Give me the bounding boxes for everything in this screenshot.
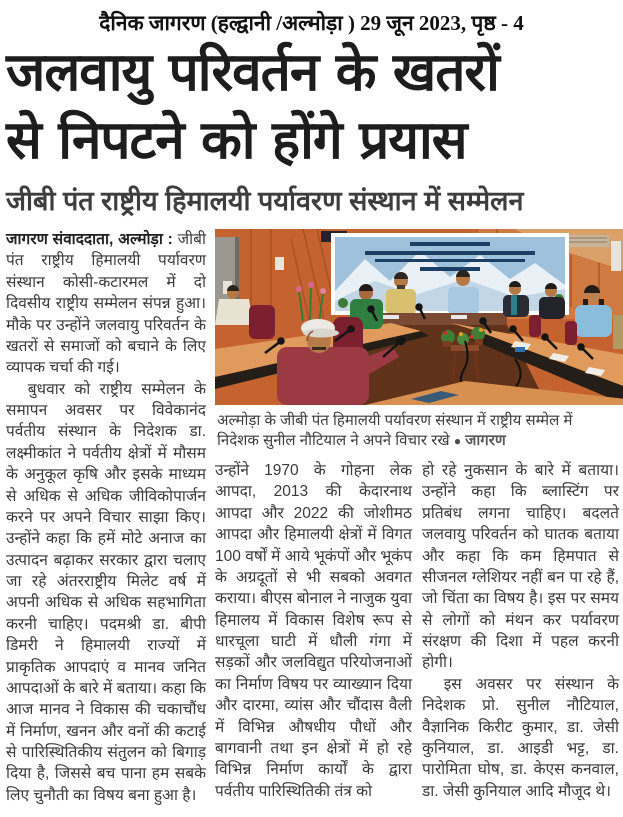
subheadline: जीबी पंत राष्ट्रीय हिमालयी पर्यावरण संस्थान में सम्मेलन (6, 185, 524, 216)
paragraph (6, 229, 206, 379)
photo-caption (215, 405, 619, 458)
caption-text: अल्मोड़ा के जीबी पंत हिमालयी पर्यावरण संस्थान में राष्ट्रीय सम्मेल में निदेशक सुनील नौटियाल ने अपने विचार रखे (217, 412, 573, 449)
article-column-2 (215, 460, 412, 802)
article-body (0, 227, 623, 806)
headline-line2: से निपटने को होंगे प्रयास (6, 109, 467, 171)
photo-and-columns (215, 229, 619, 806)
caption-bullet-icon: ● (453, 433, 462, 448)
lower-columns (215, 460, 619, 802)
paragraph: बुधवार को राष्ट्रीय सम्मेलन के समापन अवसर पर विवेकानंद पर्वतीय संस्थान के निदेशक डा. लक्ष्मीकांत ने पर्वतीय क्षेत्रों में मौसम के अनुकूल कृषि और इसके माध्यम से अधिक से अधिक जीविकोपार्जन करने पर अपने विचार साझा किए। उन्होंने कहा कि हमें मोटे अनाज का उत्पादन बढ़ाकर सरकार द्वारा चलाए जा रहे अंतरराष्ट्रीय मिलेट वर्ष में अपनी अधिक से अधिक सहभागिता करनी चाहिए। पदमश्री डा. बीपी डिमरी ने हिमालयी राज्यों में प्राकृतिक आपदाएं व मानव जनित आपदाओं के बारे में बताया। कहा कि आज मानव ने विकास की चकाचौंध में निर्माण, खनन और वनों की कटाई से पारिस्थितिकीय संतुलन को बिगाड़ दिया है, जिससे बच पाना हम सबके लिए चुनौती का विषय बना हुआ है। (6, 380, 206, 804)
headline-line1: जलवायु परिवर्तन के खतरों (6, 42, 499, 103)
conference-photo-illustration (215, 229, 623, 405)
paragraph: हो रहे नुकसान के बारे में बताया। उन्होंने कहा कि ब्लास्टिंग पर प्रतिबंध लगना चाहिए। बदलते जलवायु परिवर्तन को घातक बताया और कहा कि कम हिमपात से सीजनल ग्लेशियर नहीं बन पा रहे हैं, जो चिंता का विषय है। इस पर समय से लोगों को मंथन कर पर्यावरण संरक्षण की दिशा में पहल करनी होगी। (422, 462, 619, 672)
conference-photo (215, 229, 623, 405)
article-column-1 (6, 229, 206, 806)
paragraph: उन्होंने 1970 के गोहना लेक आपदा, 2013 की केदारनाथ आपदा और 2022 की जोशीमठ आपदा और हिमालयी क्षेत्रों में विगत 100 वर्षों में आये भूकंपों और भूकंप के अग्रदूतों से भी सबको अवगत कराया। बीएस बोनाल ने नाजुक युवा हिमालय में विकास विशेष रूप से धारचूला घाटी में धौली गंगा में सड़कों और जलविद्युत परियोजनाओं का निर्माण विषय पर व्याख्यान दिया और दारमा, व्यांस और चौंदास वैली में विभिन्न औषधीय पौधों और बागवानी तथा इन क्षेत्रों में हो रहे विभिन्न निर्माण कार्यों के द्वारा पर्वतीय पारिस्थितिकी तंत्र को (215, 462, 412, 800)
byline: जागरण संवाददाता, अल्मोड़ा : (6, 231, 173, 249)
paragraph: इस अवसर पर संस्थान के निदेशक प्रो. सुनील नौटियाल, वैज्ञानिक किरीट कुमार, डा. जेसी कुनियाल, डा. आइडी भट्ट, डा. पारोमिता घोष, डा. केएस कनवाल, डा. जेसी कुनियाल आदि मौजूद थे। (422, 675, 619, 800)
paragraph-text: जीबी पंत राष्ट्रीय हिमालयी पर्यावरण संस्थान कोसी-कटारमल में दो दिवसीय राष्ट्रीय सम्मेलन संपन्न हुआ। मौके पर उन्होंने जलवायु परिवर्तन के खतरों से समाजों को बचाने के लिए व्यापक चर्चा की गई। (6, 231, 206, 377)
masthead: दैनिक जागरण (हल्द्वानी /अल्मोड़ा ) 29 जून 2023, पृष्ठ - 4 (99, 11, 524, 35)
caption-credit: जागरण (465, 431, 506, 449)
headline (0, 39, 623, 175)
article-column-3 (422, 460, 619, 802)
